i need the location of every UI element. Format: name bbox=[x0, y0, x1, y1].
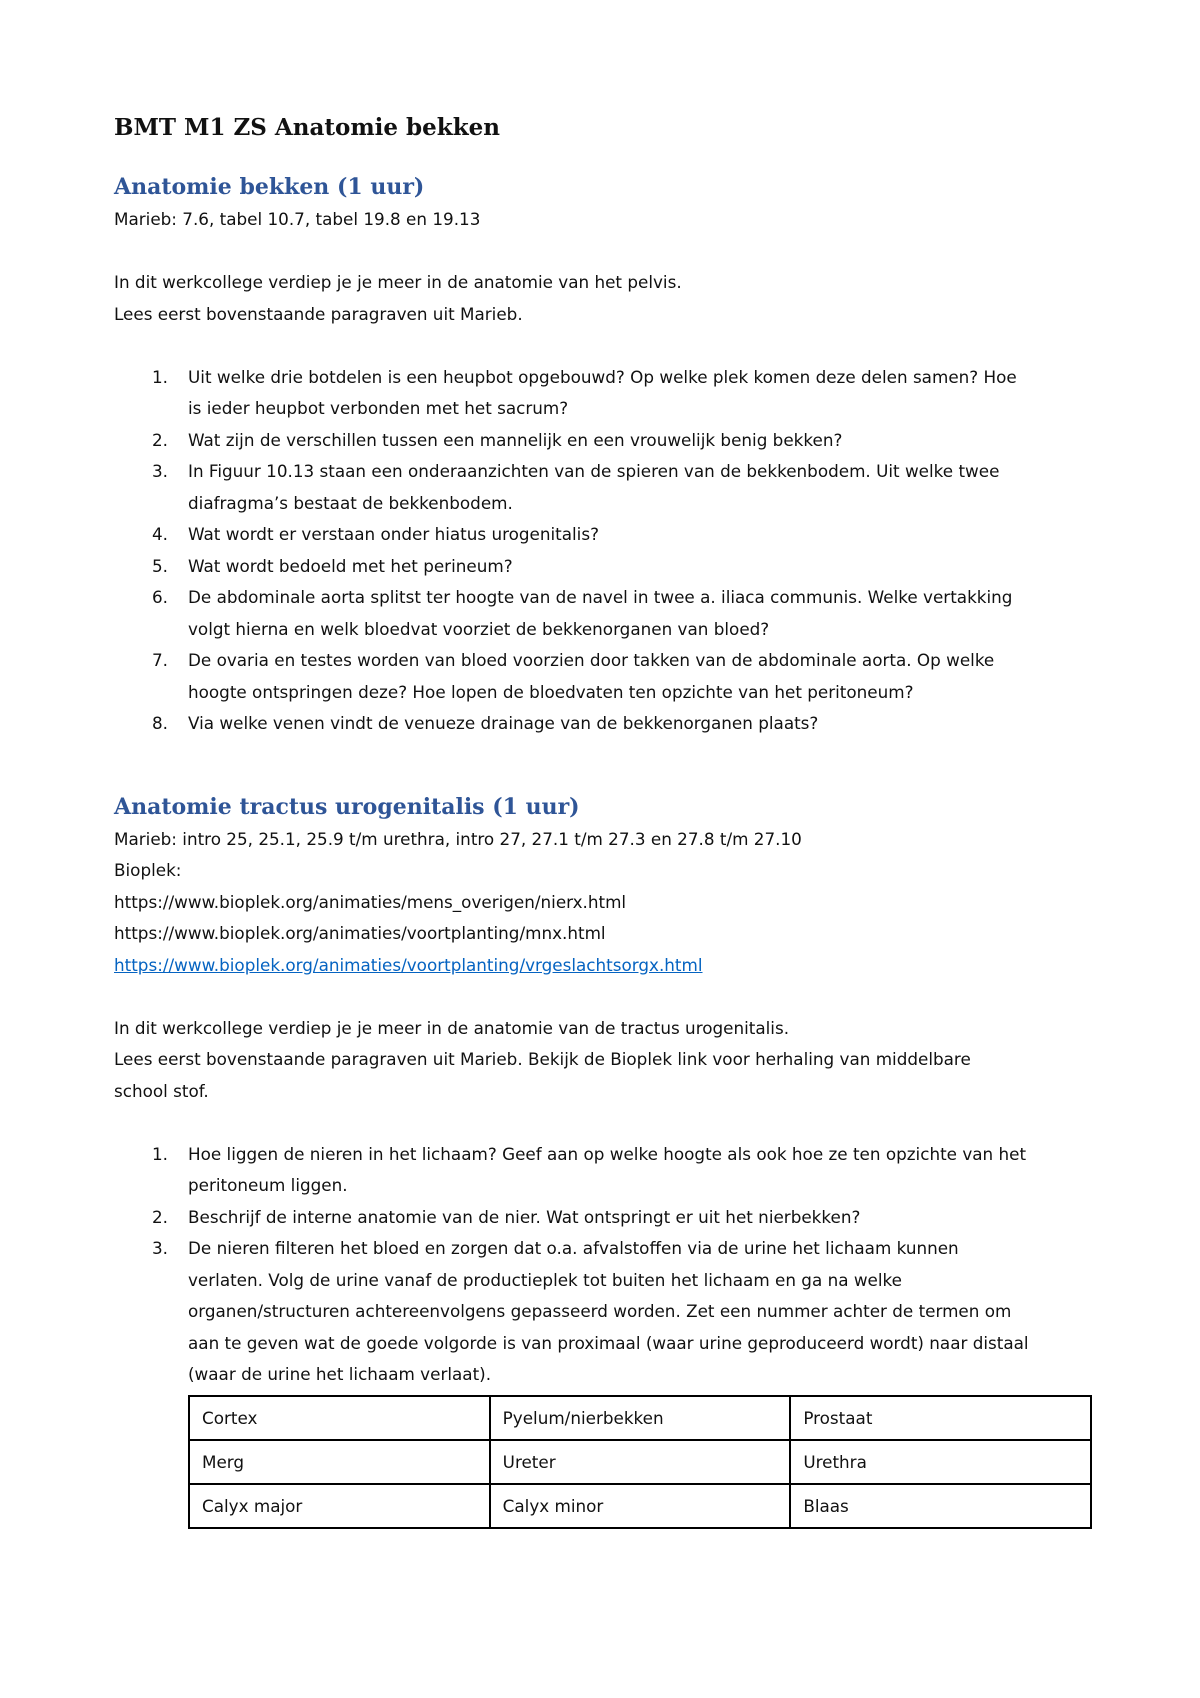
table-row bbox=[189, 1484, 1091, 1528]
table-cell: Merg bbox=[189, 1440, 490, 1484]
table-cell: Pyelum/nierbekken bbox=[490, 1396, 791, 1440]
question-item: 8. Via welke venen vindt de venueze drainage van de bekkenorganen plaats? bbox=[152, 713, 819, 733]
table-cell: Cortex bbox=[189, 1396, 490, 1440]
question-item: 1. Uit welke drie botdelen is een heupbot opgebouwd? Op welke plek komen deze delen samen? Hoe is ieder heupbot verbonden met het sacrum? bbox=[152, 366, 1017, 418]
question-item: 7. De ovaria en testes worden van bloed voorzien door takken van de abdominale aorta. Op welke hoogte ontspringen deze? Hoe lopen de bloedvaten ten opzichte van het peritoneum? bbox=[152, 650, 995, 702]
table-cell: Calyx major bbox=[189, 1484, 490, 1528]
question-item: 3. De nieren filteren het bloed en zorgen dat o.a. afvalstoffen via de urine het lichaam kunnen verlaten. Volg de urine vanaf de productieplek tot buiten het lichaam en ga na welke organen/structuren achtereenvolgens gepasseerd worden. Zet een nummer achter de termen om aan te geven wat de goede volgorde is van proximaal (waar urine geproduceerd wordt) naar distaal (waar de urine het lichaam verlaat). bbox=[152, 1238, 1029, 1384]
table-row bbox=[189, 1440, 1091, 1484]
question-item: 1. Hoe liggen de nieren in het lichaam? Geef aan op welke hoogte als ook hoe ze ten opzichte van het peritoneum liggen. bbox=[152, 1143, 1027, 1195]
table-cell: Blaas bbox=[790, 1484, 1091, 1528]
question-list-bekken bbox=[114, 362, 1094, 740]
document-content bbox=[114, 112, 1094, 1529]
document-title: BMT M1 ZS Anatomie bekken bbox=[114, 114, 500, 141]
table-cell: Ureter bbox=[490, 1440, 791, 1484]
intro-text: In dit werkcollege verdiep je je meer in de anatomie van het pelvis. bbox=[114, 272, 682, 292]
section-heading-tractus-urogenitalis: Anatomie tractus urogenitalis (1 uur) bbox=[114, 793, 580, 820]
question-item: 3. In Figuur 10.13 staan een onderaanzichten van de spieren van de bekkenbodem. Uit welke twee diafragma’s bestaat de bekkenbodem. bbox=[152, 461, 1000, 513]
intro-text: Lees eerst bovenstaande paragraven uit Marieb. bbox=[114, 303, 523, 324]
question-item: 2. Wat zijn de verschillen tussen een mannelijk en een vrouwelijk benig bekken? bbox=[152, 429, 843, 450]
table-row bbox=[189, 1396, 1091, 1440]
section-heading-anatomie-bekken: Anatomie bekken (1 uur) bbox=[114, 174, 425, 200]
bioplek-label: Bioplek: bbox=[114, 860, 182, 880]
question-list-urogenitalis bbox=[114, 1139, 1094, 1391]
question-item: 2. Beschrijf de interne anatomie van de nier. Wat ontspringt er uit het nierbekken? bbox=[152, 1206, 861, 1227]
bioplek-url-mnx[interactable]: https://www.bioplek.org/animaties/voortplanting/mnx.html bbox=[114, 923, 606, 943]
question-item: 6. De abdominale aorta splitst ter hoogte van de navel in twee a. iliaca communis. Welke vertakking volgt hierna en welk bloedvat voorziet de bekkenorganen van bloed? bbox=[152, 587, 1013, 639]
reading-assignment: Marieb: intro 25, 25.1, 25.9 t/m urethra, intro 27, 27.1 t/m 27.3 en 27.8 t/m 27.10 bbox=[114, 828, 802, 849]
terms-table bbox=[188, 1395, 1092, 1529]
intro-text: Lees eerst bovenstaande paragraven uit Marieb. Bekijk de Bioplek link voor herhaling van middelbare bbox=[114, 1049, 971, 1069]
bioplek-url-nier[interactable]: https://www.bioplek.org/animaties/mens_overigen/nierx.html bbox=[114, 891, 627, 912]
table-cell: Calyx minor bbox=[490, 1484, 791, 1528]
intro-text: school stof. bbox=[114, 1080, 209, 1101]
table-cell: Prostaat bbox=[790, 1396, 1091, 1440]
question-item: 5. Wat wordt bedoeld met het perineum? bbox=[152, 555, 513, 576]
bioplek-link-vrgeslachtsorg[interactable]: https://www.bioplek.org/animaties/voortplanting/vrgeslachtsorgx.html bbox=[114, 954, 703, 975]
reading-assignment: Marieb: 7.6, tabel 10.7, tabel 19.8 en 19.13 bbox=[114, 209, 481, 229]
question-item: 4. Wat wordt er verstaan onder hiatus urogenitalis? bbox=[152, 524, 599, 544]
table-cell: Urethra bbox=[790, 1440, 1091, 1484]
intro-text: In dit werkcollege verdiep je je meer in de anatomie van de tractus urogenitalis. bbox=[114, 1017, 790, 1038]
